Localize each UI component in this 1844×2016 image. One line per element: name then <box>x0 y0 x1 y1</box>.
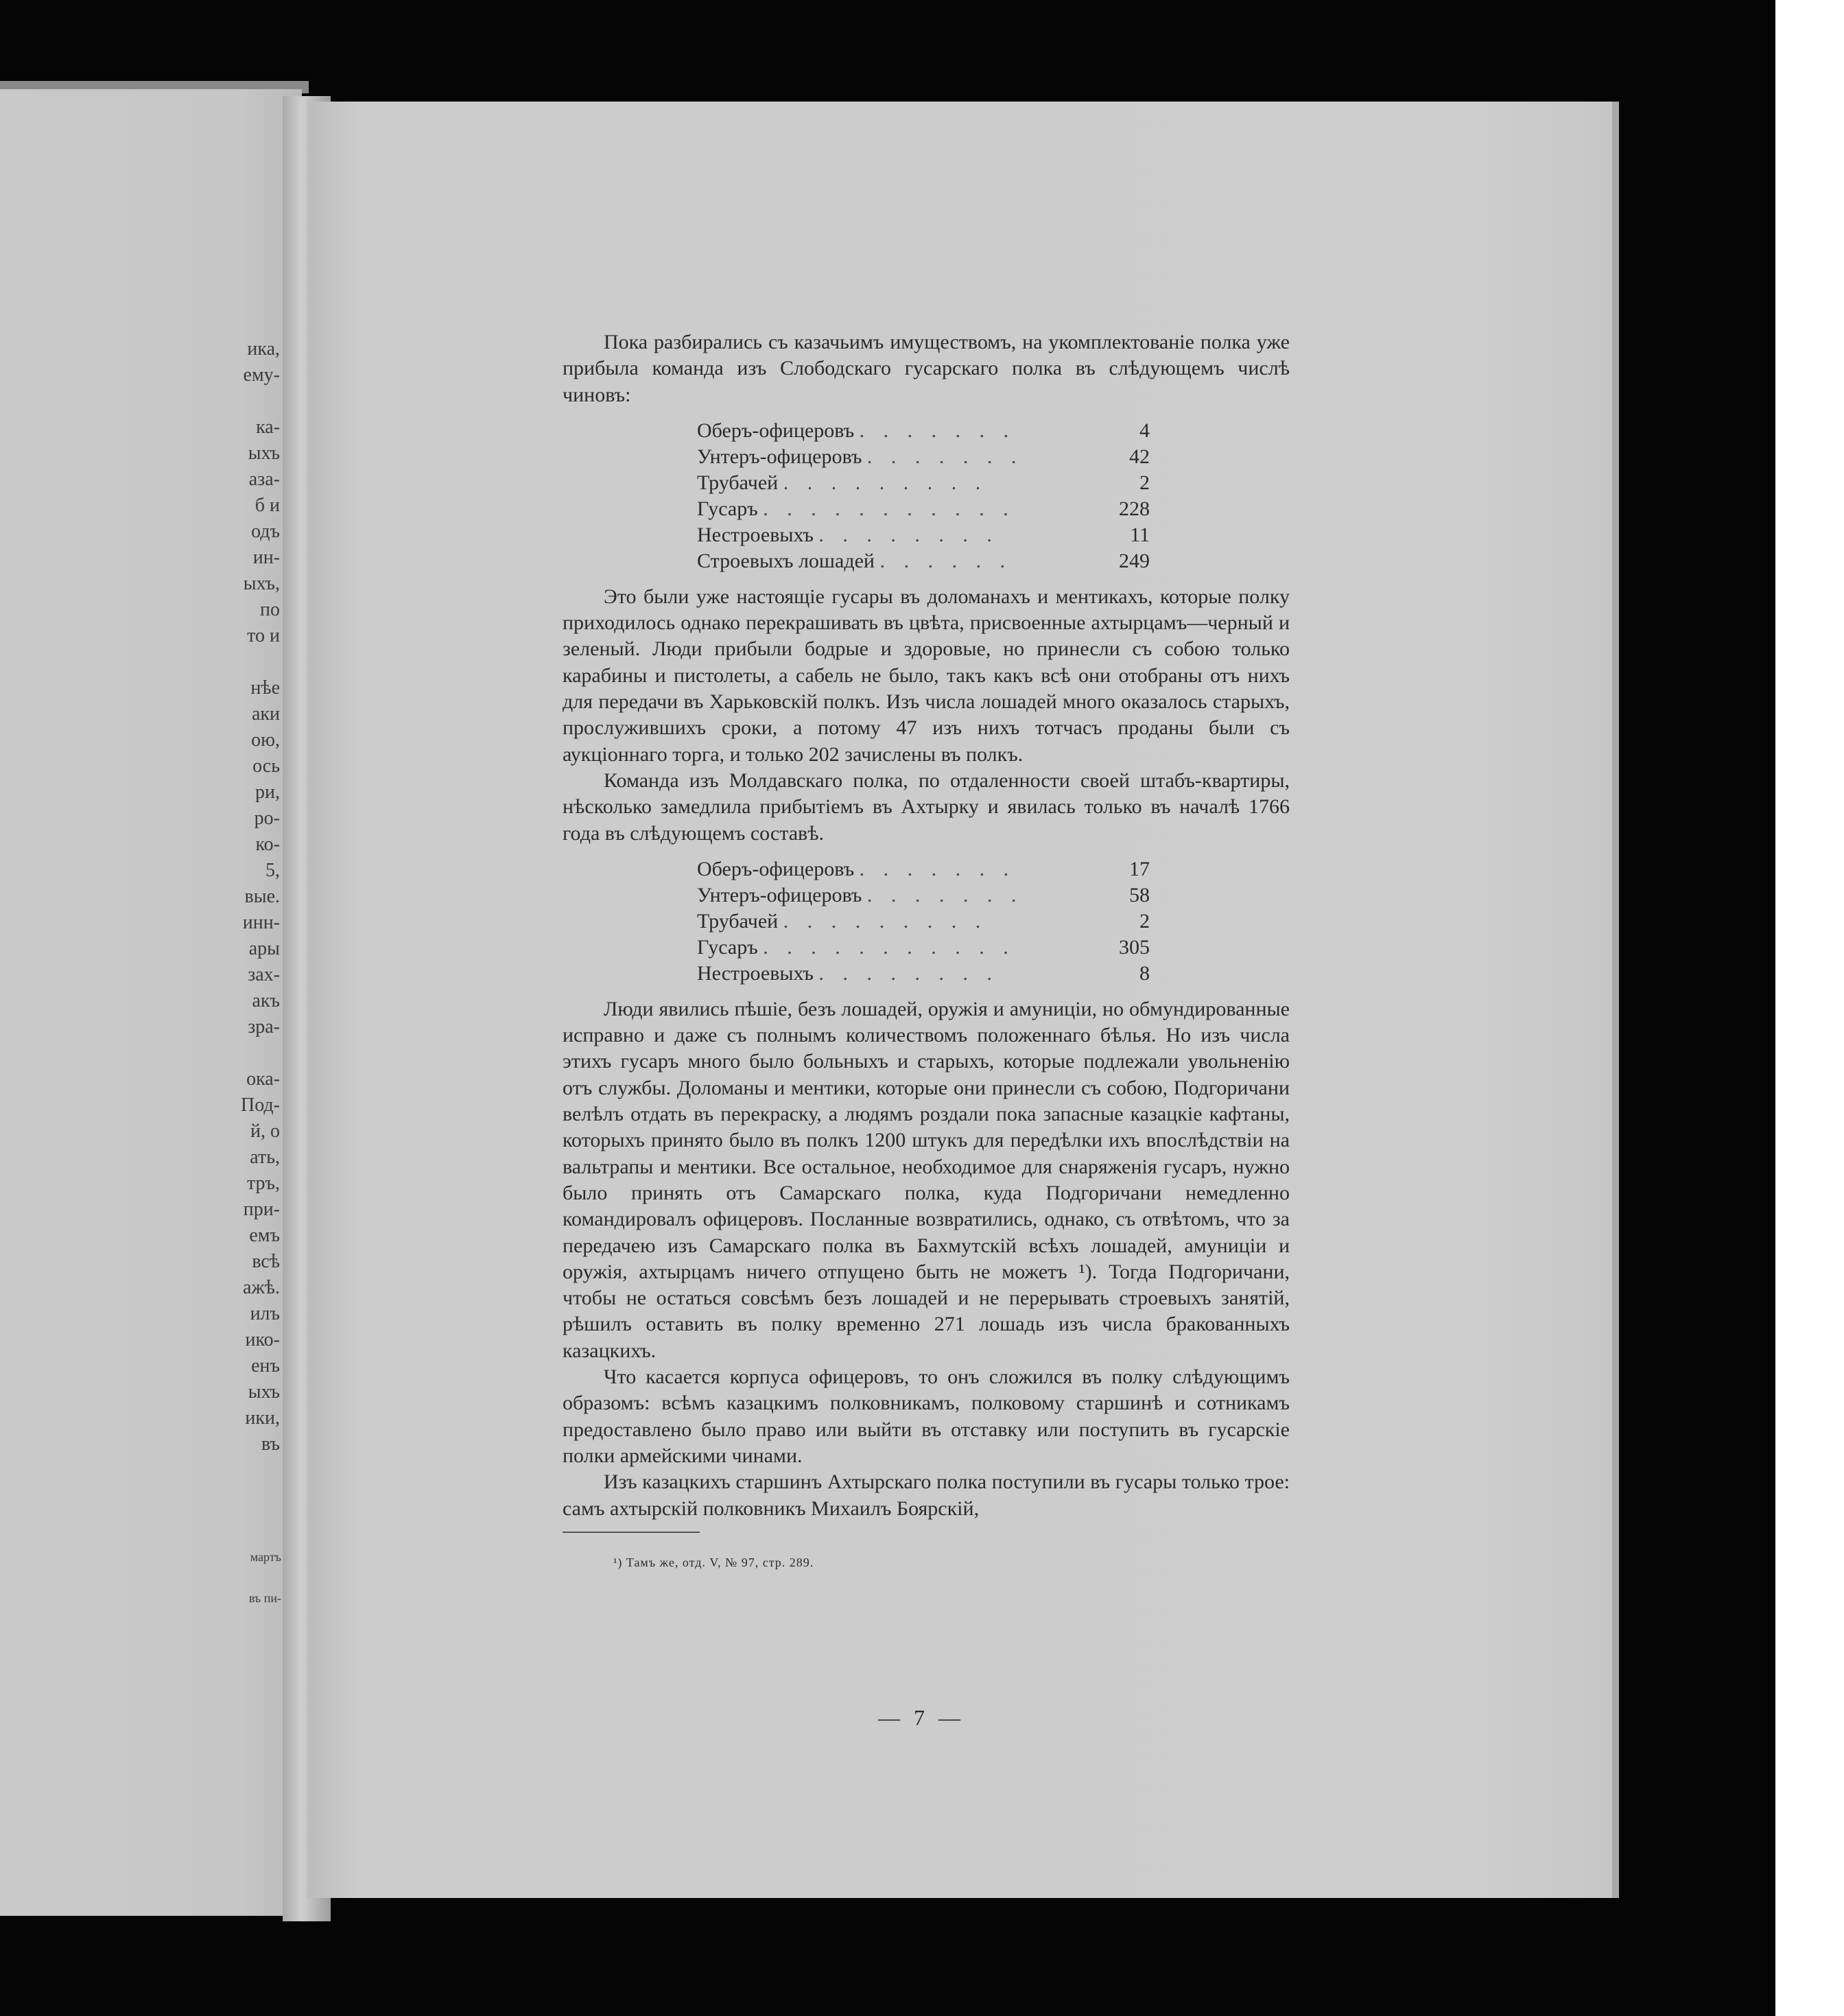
footnote-rule <box>563 1532 700 1533</box>
ranks-row <box>697 470 1150 496</box>
rank-label <box>697 522 1081 548</box>
leader-dots: . . . . . . . <box>866 445 1024 468</box>
rank-count: 42 <box>1129 445 1150 468</box>
left-page-text-fragment: ико- <box>245 1329 280 1350</box>
left-page-text-fragment: ики, <box>245 1407 280 1429</box>
left-page <box>0 89 302 1916</box>
left-page-footnote-fragment: въ пи- <box>248 1591 281 1605</box>
rank-count: 249 <box>1119 549 1150 572</box>
ranks-row <box>697 909 1150 935</box>
scan-margin <box>1775 0 1844 2016</box>
left-page-text-fragment: б и <box>255 495 280 516</box>
page-body <box>563 329 1290 1575</box>
left-page-text-fragment: при- <box>243 1199 280 1220</box>
rank-label <box>697 496 1081 522</box>
left-page-text-fragment: всѣ <box>252 1251 280 1272</box>
left-page-text-fragment: 5, <box>265 860 280 881</box>
left-page-text-fragment: инн- <box>242 912 280 933</box>
left-page-text-fragment: ин- <box>252 547 280 568</box>
rank-label <box>697 882 1081 909</box>
left-page-text-fragment: ыхъ <box>248 1381 280 1403</box>
ranks-row <box>697 856 1150 882</box>
paragraph: Люди явились пѣшіе, безъ лошадей, оружія и амуниціи, но обмундированные исправно и даже съ полнымъ количествомъ положеннаго бѣлья. Но изъ числа этихъ гусаръ много было больныхъ и старыхъ, которые подлежали увольненію отъ службы. Доломаны и ментики, которые они принесли съ собою, Подгоричани велѣлъ отдать въ перекраску, а людямъ роздали пока запасные казацкіе кафтаны, которыхъ принято было въ полкъ 1200 штукъ для передѣлки ихъ впослѣдствіи на вальтрапы и ментики. Все остальное, необходимое для снаряженія гусаръ, нужно было принять отъ Самарскаго полка, куда Подгоричани немедленно командировалъ офицеровъ. Посланные возвратились, однако, съ отвѣтомъ, что за передачею изъ Самарскаго полка въ Бахмутскій всѣхъ лошадей, амуниціи и оружія, ахтырцамъ ничего отпущено быть не можетъ ¹). Тогда Подгоричани, чтобы не остаться совсѣмъ безъ лошадей и не перерывать строевыхъ занятій, рѣшилъ оставить въ полку временно 271 лошадь изъ числа бракованныхъ казацкихъ. <box>563 997 1290 1362</box>
rank-name: Оберъ-офицеровъ <box>697 419 860 442</box>
left-page-text-fragment: то и <box>247 625 280 646</box>
left-page-text-fragment: Под- <box>241 1094 280 1116</box>
left-page-text-fragment: ары <box>248 938 280 959</box>
rank-name: Унтеръ-офицеровъ <box>697 883 867 906</box>
left-page-text-fragment: ока- <box>246 1068 280 1090</box>
rank-name: Унтеръ-офицеровъ <box>697 445 867 468</box>
paragraph: Это были уже настоящіе гусары въ доломанахъ и ментикахъ, которые полку приходилось однако перекрашивать въ цвѣта, присвоенные ахтырцамъ—черный и зеленый. Люди прибыли бодрые и здоровые, но принесли съ собою только карабины и пистолеты, а сабель не было, такъ какъ всѣ они отобраны отъ нихъ для передачи въ Харьковскій полкъ. Изъ числа лошадей много оказалось старыхъ, прослужившихъ сроки, а потому 47 изъ нихъ тотчасъ проданы были съ аукціоннаго торга, и только 202 зачислены въ полкъ. <box>563 585 1290 766</box>
rank-name: Нестроевыхъ <box>697 523 819 546</box>
left-page-text-fragment: ро- <box>254 808 280 829</box>
rank-name: Гусаръ <box>697 935 764 959</box>
left-page-footnote-fragment: мартъ <box>250 1550 281 1564</box>
rank-label <box>697 548 1081 574</box>
left-page-text-fragment: ажѣ. <box>243 1277 280 1298</box>
left-page-text-fragment: ыхъ <box>248 443 280 464</box>
rank-count: 228 <box>1119 497 1150 520</box>
ranks-table-slobodsky <box>697 418 1150 574</box>
leader-dots: . . . . . . . <box>859 419 1016 442</box>
left-page-text-fragment: вые. <box>244 886 280 907</box>
rank-count: 2 <box>1139 909 1150 933</box>
rank-count: 17 <box>1129 857 1150 880</box>
rank-label <box>697 909 1081 935</box>
ranks-row <box>697 496 1150 522</box>
rank-count: 8 <box>1139 961 1150 985</box>
left-page-text-fragment: въ <box>261 1433 280 1455</box>
rank-label <box>697 418 1081 444</box>
ranks-row <box>697 418 1150 444</box>
left-page-text-fragment: аза- <box>248 469 280 490</box>
rank-label <box>697 856 1081 882</box>
left-page-text-fragment: ика, <box>247 338 280 360</box>
left-page-text-fragment: зра- <box>248 1016 280 1038</box>
rank-name: Гусаръ <box>697 497 764 520</box>
left-page-text-fragment: одъ <box>251 521 280 542</box>
left-page-text-fragment: зах- <box>248 964 280 985</box>
left-page-text-fragment: нѣе <box>250 677 280 699</box>
leader-dots: . . . . . . . . <box>818 523 999 546</box>
rank-name: Строевыхъ лошадей <box>697 549 880 572</box>
leader-dots: . . . . . . . <box>859 857 1016 880</box>
paragraph: Пока разбирались съ казачьимъ имуществомъ, на укомплектованіе полка уже прибыла команда изъ Слободскаго гусарскаго полка въ слѣдующемъ числѣ чиновъ: <box>563 331 1290 406</box>
rank-count: 2 <box>1139 471 1150 494</box>
rank-label <box>697 961 1081 987</box>
ranks-row <box>697 548 1150 574</box>
left-page-text-fragment: й, о <box>250 1121 280 1142</box>
ranks-row <box>697 522 1150 548</box>
left-page-text-fragment: ка- <box>256 417 280 438</box>
left-page-text-fragment: ось <box>252 755 280 777</box>
paragraph: Что касается корпуса офицеровъ, то онъ сложился въ полку слѣдующимъ образомъ: всѣмъ казацкимъ полковникамъ, полковому старшинѣ и сотникамъ предоставлено было право или выйти въ отставку или поступить въ гусарскіе полки армейскими чинами. <box>563 1366 1290 1467</box>
ranks-row <box>697 444 1150 470</box>
leader-dots: . . . . . . . <box>866 883 1024 906</box>
rank-count: 305 <box>1119 935 1150 959</box>
leader-dots: . . . . . . <box>879 549 1012 572</box>
leader-dots: . . . . . . . . . . . <box>763 935 1015 959</box>
leader-dots: . . . . . . . . . . . <box>763 497 1015 520</box>
rank-label <box>697 935 1081 961</box>
ranks-table-moldavsky <box>697 856 1150 987</box>
rank-count: 11 <box>1130 523 1150 546</box>
rank-count: 58 <box>1129 883 1150 906</box>
left-page-text-fragment: по <box>260 599 280 620</box>
left-page-text-fragment: илъ <box>250 1303 280 1324</box>
left-page-text-fragment: ему- <box>243 364 280 386</box>
ranks-row <box>697 882 1150 909</box>
rank-name: Оберъ-офицеровъ <box>697 857 860 880</box>
left-page-text-fragment: ою, <box>251 729 280 751</box>
leader-dots: . . . . . . . . <box>818 961 999 985</box>
ranks-row <box>697 961 1150 987</box>
left-page-text-fragment: аки <box>251 703 280 725</box>
leader-dots: . . . . . . . . . <box>783 471 988 494</box>
footnote: ¹) Тамъ же, отд. V, № 97, стр. 289. <box>613 1555 814 1569</box>
rank-count: 4 <box>1139 419 1150 442</box>
left-page-text-fragment: акъ <box>252 990 280 1011</box>
page-number: — 7 — <box>878 1705 965 1730</box>
left-page-text-fragment: ать, <box>250 1147 280 1168</box>
rank-label <box>697 444 1081 470</box>
leader-dots: . . . . . . . . . <box>783 909 988 933</box>
paragraph: Изъ казацкихъ старшинъ Ахтырскаго полка поступили въ гусары только трое: самъ ахтырскій полковникъ Михаилъ Боярскій, <box>563 1470 1290 1520</box>
rank-name: Трубачей <box>697 909 783 933</box>
rank-name: Нестроевыхъ <box>697 961 819 985</box>
left-page-text-fragment: тръ, <box>246 1173 280 1194</box>
paragraph: Команда изъ Молдавскаго полка, по отдаленности своей штабъ-квартиры, нѣсколько замедлила прибытіемъ въ Ахтырку и явилась только въ началѣ 1766 года въ слѣдующемъ составѣ. <box>563 769 1290 845</box>
rank-name: Трубачей <box>697 471 783 494</box>
left-page-text-fragment: ыхъ, <box>243 573 280 594</box>
left-page-text-fragment: емъ <box>249 1225 280 1246</box>
left-page-text-fragment: енъ <box>251 1355 280 1376</box>
left-page-text-fragment: ко- <box>255 834 280 855</box>
rank-label <box>697 470 1081 496</box>
left-page-text-fragment: ри, <box>255 782 280 803</box>
ranks-row <box>697 935 1150 961</box>
